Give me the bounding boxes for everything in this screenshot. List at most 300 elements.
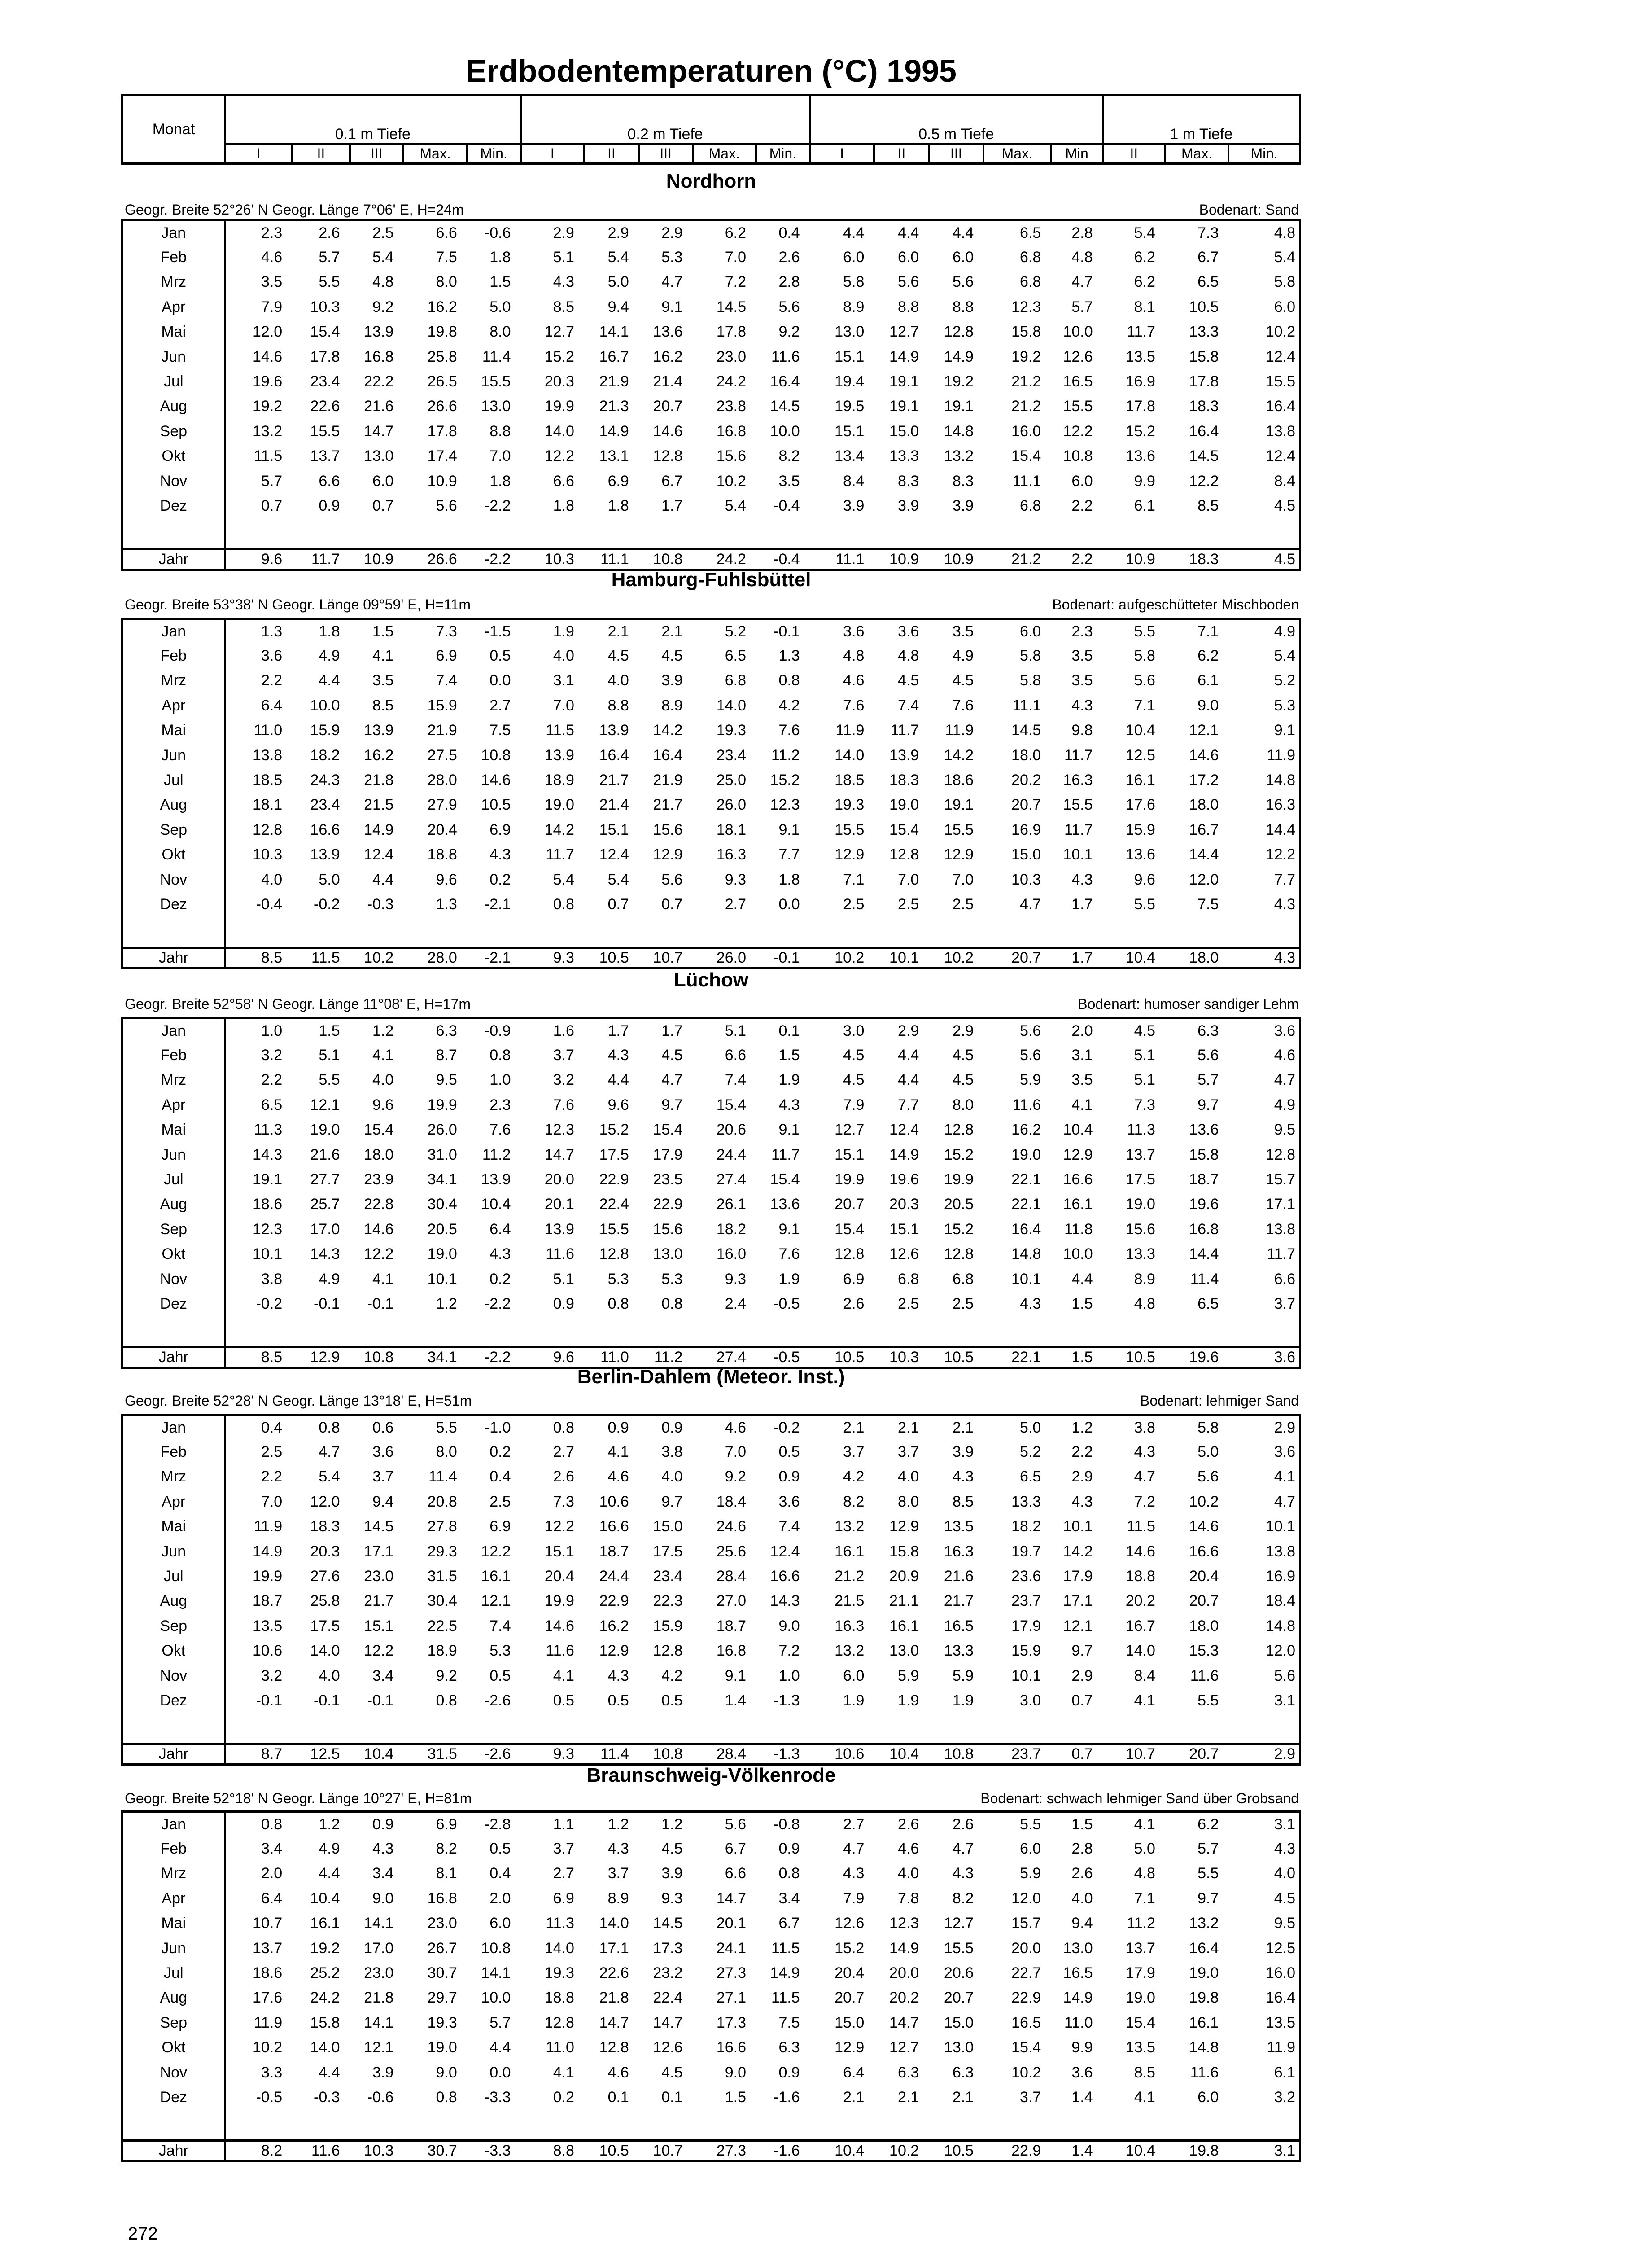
value-cell: 0.8 <box>436 1692 457 1709</box>
month-row <box>122 1464 1300 1489</box>
value-cell: 3.7 <box>553 1047 574 1064</box>
value-cell: 3.8 <box>261 1270 283 1288</box>
value-cell: 4.2 <box>843 1468 865 1486</box>
value-cell: -2.6 <box>484 1692 511 1709</box>
value-cell: -2.2 <box>484 550 511 568</box>
value-cell: 14.9 <box>1063 1989 1093 2007</box>
value-cell: 11.9 <box>253 2014 283 2031</box>
value-cell: 12.3 <box>770 796 800 814</box>
value-cell: 12.0 <box>310 1493 340 1510</box>
value-cell: 10.4 <box>1063 1121 1093 1139</box>
value-cell: 13.6 <box>653 323 683 341</box>
value-cell: 3.9 <box>897 497 919 514</box>
value-cell: 10.4 <box>364 1745 394 1762</box>
value-cell: 6.3 <box>1197 1022 1219 1039</box>
month-label: Jun <box>122 743 225 767</box>
value-cell: 24.4 <box>716 1146 746 1163</box>
month-label: Jul <box>122 1167 225 1192</box>
value-cell: 10.0 <box>1063 1245 1093 1263</box>
value-cell: 5.5 <box>1197 1692 1219 1709</box>
value-cell: 2.6 <box>778 249 800 266</box>
value-cell: 12.8 <box>599 2039 629 2056</box>
month-label: Mai <box>122 1911 225 1936</box>
value-cell: 8.2 <box>261 2142 283 2159</box>
value-cell: 7.5 <box>436 249 457 266</box>
value-cell: 13.0 <box>1063 1939 1093 1957</box>
value-cell: 10.3 <box>253 846 283 863</box>
value-cell: 10.5 <box>944 1348 974 1366</box>
value-cell: 15.1 <box>889 1220 919 1238</box>
subheader-cell: II <box>292 144 350 164</box>
value-cell: 1.7 <box>1071 949 1093 966</box>
value-cell: 13.8 <box>1228 419 1300 444</box>
value-cell: 11.1 <box>1012 472 1041 490</box>
value-cell: 20.2 <box>889 1989 919 2007</box>
value-cell: 19.3 <box>835 796 865 814</box>
value-cell: -0.6 <box>484 224 511 241</box>
value-cell: 12.7 <box>944 1915 974 1932</box>
value-cell: 9.5 <box>1228 1118 1300 1142</box>
value-cell: 18.3 <box>1189 550 1219 568</box>
value-cell: 14.0 <box>599 1915 629 1932</box>
value-cell: 11.7 <box>1064 821 1093 838</box>
value-cell: 8.0 <box>436 273 457 291</box>
value-cell: 6.0 <box>952 249 974 266</box>
value-cell: 2.5 <box>952 1295 974 1312</box>
month-label: Jan <box>122 1415 225 1440</box>
value-cell: 12.6 <box>889 1245 919 1263</box>
value-cell: 15.0 <box>653 1518 683 1535</box>
value-cell: 6.1 <box>1134 497 1155 514</box>
value-cell: 18.8 <box>1125 1568 1155 1585</box>
value-cell: 13.3 <box>1125 1245 1155 1263</box>
value-cell: 1.3 <box>261 622 283 640</box>
value-cell: 3.4 <box>261 1840 283 1858</box>
value-cell: 2.7 <box>553 1865 574 1882</box>
month-label: Jul <box>122 1961 225 1985</box>
value-cell: 21.1 <box>889 1592 919 1610</box>
subheader-cell: II <box>1103 144 1165 164</box>
month-label: Mrz <box>122 1464 225 1489</box>
value-cell: 3.5 <box>372 672 394 689</box>
value-cell: 12.9 <box>599 1642 629 1660</box>
value-cell: 4.3 <box>778 1096 800 1113</box>
month-label: Feb <box>122 245 225 270</box>
value-cell: 0.8 <box>553 1419 574 1436</box>
value-cell: 11.6 <box>1190 1667 1219 1684</box>
value-cell: 7.9 <box>843 1096 865 1113</box>
value-cell: 10.5 <box>944 2142 974 2159</box>
value-cell: 11.3 <box>1127 1121 1155 1139</box>
value-cell: 23.6 <box>1011 1568 1041 1585</box>
value-cell: 5.0 <box>1134 1840 1155 1858</box>
value-cell: 4.4 <box>319 672 340 689</box>
value-cell: 19.6 <box>889 1171 919 1188</box>
value-cell: 4.3 <box>489 1245 511 1263</box>
value-cell: 6.9 <box>489 821 511 838</box>
month-label: Jahr <box>122 2140 225 2161</box>
value-cell: 4.3 <box>1134 1443 1155 1461</box>
value-cell: 9.0 <box>436 2064 457 2081</box>
value-cell: 26.6 <box>427 550 457 568</box>
value-cell: 19.0 <box>544 796 574 814</box>
value-cell: 13.9 <box>599 722 629 739</box>
value-cell: 7.0 <box>725 1443 746 1461</box>
value-cell: 6.0 <box>843 249 865 266</box>
value-cell: 5.0 <box>1020 1419 1041 1436</box>
value-cell: 12.9 <box>835 846 865 863</box>
value-cell: 8.0 <box>489 323 511 341</box>
value-cell: 3.0 <box>843 1022 865 1039</box>
value-cell: 12.0 <box>253 323 283 341</box>
value-cell: 4.9 <box>1228 619 1300 644</box>
value-cell: 22.4 <box>599 1196 629 1213</box>
value-cell: 9.3 <box>725 871 746 888</box>
value-cell: 9.6 <box>1134 871 1155 888</box>
value-cell: 5.6 <box>1197 1047 1219 1064</box>
value-cell: 3.9 <box>843 497 865 514</box>
value-cell: 5.1 <box>1134 1071 1155 1089</box>
value-cell: 15.4 <box>364 1121 394 1139</box>
value-cell: 4.0 <box>553 647 574 665</box>
value-cell: 18.0 <box>364 1146 394 1163</box>
value-cell: 15.1 <box>835 348 865 365</box>
value-cell: 8.5 <box>372 697 394 714</box>
value-cell: 27.0 <box>716 1592 746 1610</box>
value-cell: 18.3 <box>1189 398 1219 415</box>
value-cell: 12.5 <box>1125 746 1155 764</box>
value-cell: 12.2 <box>1189 472 1219 490</box>
value-cell: 19.0 <box>1125 1989 1155 2007</box>
value-cell: 6.5 <box>261 1096 283 1113</box>
value-cell: 14.4 <box>1189 1245 1219 1263</box>
value-cell: 4.7 <box>1228 1490 1300 1514</box>
value-cell: 1.7 <box>1071 895 1093 913</box>
value-cell: 5.4 <box>1134 224 1155 241</box>
value-cell: 23.2 <box>653 1964 683 1982</box>
value-cell: 14.1 <box>364 2014 394 2031</box>
value-cell: 2.2 <box>1071 497 1093 514</box>
value-cell: 3.1 <box>1228 2140 1300 2161</box>
value-cell: 1.8 <box>489 472 511 490</box>
value-cell: 13.3 <box>889 447 919 465</box>
value-cell: 2.5 <box>897 1295 919 1312</box>
spacer-row <box>122 2110 1300 2140</box>
value-cell: 6.0 <box>1020 1840 1041 1858</box>
value-cell: 2.7 <box>489 697 511 714</box>
value-cell: 15.7 <box>1228 1167 1300 1192</box>
month-row <box>122 768 1300 793</box>
value-cell: 4.0 <box>319 1667 340 1684</box>
value-cell: 9.3 <box>553 949 574 966</box>
value-cell: 2.5 <box>372 224 394 241</box>
value-cell: 4.6 <box>843 672 865 689</box>
value-cell: 13.8 <box>1228 1217 1300 1242</box>
value-cell: 17.2 <box>1189 771 1219 789</box>
value-cell: 4.3 <box>607 1047 629 1064</box>
value-cell: 7.1 <box>1134 1889 1155 1907</box>
value-cell: 15.7 <box>1011 1915 1041 1932</box>
value-cell: 8.8 <box>897 298 919 316</box>
value-cell: 5.5 <box>436 1419 457 1436</box>
value-cell: 9.8 <box>1071 722 1093 739</box>
value-cell: 10.3 <box>889 1348 919 1366</box>
value-cell: 4.4 <box>489 2039 511 2056</box>
value-cell: 15.2 <box>599 1121 629 1139</box>
value-cell: 3.6 <box>1228 1440 1300 1464</box>
value-cell: 12.3 <box>889 1915 919 1932</box>
value-cell: 8.2 <box>778 447 800 465</box>
month-label: Sep <box>122 2011 225 2035</box>
value-cell: 19.1 <box>889 398 919 415</box>
value-cell: 16.5 <box>1063 1964 1093 1982</box>
value-cell: 3.8 <box>1134 1419 1155 1436</box>
value-cell: 11.6 <box>771 348 800 365</box>
value-cell: 24.2 <box>716 550 746 568</box>
value-cell: 10.5 <box>1125 1348 1155 1366</box>
value-cell: 12.8 <box>944 1121 974 1139</box>
value-cell: 14.0 <box>310 1642 340 1660</box>
value-cell: 10.2 <box>944 949 974 966</box>
value-cell: 11.5 <box>1127 1518 1155 1535</box>
value-cell: 10.7 <box>1125 1745 1155 1762</box>
month-row <box>122 1911 1300 1936</box>
value-cell: 4.3 <box>1228 892 1300 917</box>
value-cell: 11.2 <box>1127 1915 1155 1932</box>
value-cell: 15.0 <box>944 2014 974 2031</box>
value-cell: 5.8 <box>1134 647 1155 665</box>
value-cell: 7.0 <box>489 447 511 465</box>
value-cell: 13.8 <box>253 746 283 764</box>
value-cell: 11.2 <box>654 1348 683 1366</box>
value-cell: 7.4 <box>436 672 457 689</box>
year-row <box>122 1744 1300 1764</box>
value-cell: 1.2 <box>372 1022 394 1039</box>
year-row <box>122 2140 1300 2161</box>
value-cell: 15.5 <box>835 821 865 838</box>
value-cell: 17.3 <box>653 1939 683 1957</box>
value-cell: 20.8 <box>427 1493 457 1510</box>
value-cell: 3.7 <box>553 1840 574 1858</box>
value-cell: 4.0 <box>1228 1861 1300 1886</box>
value-cell: 0.8 <box>436 2088 457 2106</box>
value-cell: 15.0 <box>889 422 919 440</box>
value-cell: 20.3 <box>310 1543 340 1560</box>
value-cell: 5.8 <box>1020 672 1041 689</box>
station-name: Hamburg-Fuhlsbüttel <box>611 569 811 591</box>
value-cell: 27.3 <box>716 2142 746 2159</box>
value-cell: 4.6 <box>1228 1043 1300 1068</box>
value-cell: 22.6 <box>310 398 340 415</box>
value-cell: 5.9 <box>952 1667 974 1684</box>
value-cell: 16.8 <box>364 348 394 365</box>
value-cell: 16.4 <box>1189 422 1219 440</box>
value-cell: 5.3 <box>661 249 683 266</box>
value-cell: 21.2 <box>1011 550 1041 568</box>
value-cell: 22.1 <box>1011 1196 1041 1213</box>
value-cell: 17.6 <box>253 1989 283 2007</box>
value-cell: 4.6 <box>897 1840 919 1858</box>
month-label: Apr <box>122 1886 225 1911</box>
value-cell: 12.4 <box>599 846 629 863</box>
month-label: Jan <box>122 220 225 245</box>
month-label: Jahr <box>122 947 225 968</box>
value-cell: 8.2 <box>843 1493 865 1510</box>
value-cell: 15.0 <box>1011 846 1041 863</box>
value-cell: 8.0 <box>952 1096 974 1113</box>
value-cell: 4.9 <box>319 647 340 665</box>
value-cell: 12.7 <box>889 323 919 341</box>
value-cell: 4.1 <box>372 1047 394 1064</box>
value-cell: 10.0 <box>481 1989 511 2007</box>
month-label: Apr <box>122 1490 225 1514</box>
month-label: Dez <box>122 1688 225 1713</box>
value-cell: 0.7 <box>261 497 283 514</box>
value-cell: 10.1 <box>253 1245 283 1263</box>
value-cell: 0.0 <box>778 895 800 913</box>
value-cell: 26.1 <box>716 1196 746 1213</box>
value-cell: 9.0 <box>1197 697 1219 714</box>
value-cell: 9.4 <box>1071 1915 1093 1932</box>
value-cell: 4.4 <box>1071 1270 1093 1288</box>
value-cell: 31.5 <box>427 1745 457 1762</box>
value-cell: 15.9 <box>310 722 340 739</box>
subheader-cell: III <box>929 144 983 164</box>
value-cell: 14.6 <box>1189 746 1219 764</box>
value-cell: 2.5 <box>952 895 974 913</box>
month-label: Okt <box>122 1242 225 1267</box>
value-cell: 6.5 <box>1197 273 1219 291</box>
value-cell: 16.0 <box>1011 422 1041 440</box>
value-cell: 16.2 <box>1011 1121 1041 1139</box>
value-cell: 8.4 <box>843 472 865 490</box>
station-name: Nordhorn <box>666 170 756 192</box>
value-cell: 17.8 <box>1189 373 1219 390</box>
month-label: Sep <box>122 419 225 444</box>
station-coordinates: Geogr. Breite 53°38' N Geogr. Länge 09°59' E, H=11m <box>125 596 471 613</box>
value-cell: 6.6 <box>725 1047 746 1064</box>
value-cell: 12.2 <box>544 447 574 465</box>
value-cell: 4.5 <box>661 1047 683 1064</box>
value-cell: 12.6 <box>835 1915 865 1932</box>
value-cell: 4.9 <box>319 1270 340 1288</box>
value-cell: 14.2 <box>944 746 974 764</box>
value-cell: 4.7 <box>843 1840 865 1858</box>
value-cell: 24.4 <box>599 1568 629 1585</box>
value-cell: 2.5 <box>843 895 865 913</box>
value-cell: 2.4 <box>725 1295 746 1312</box>
value-cell: 4.1 <box>1134 2088 1155 2106</box>
value-cell: 14.1 <box>364 1915 394 1932</box>
page-number: 272 <box>128 2224 158 2244</box>
value-cell: 6.7 <box>725 1840 746 1858</box>
value-cell: 0.9 <box>661 1419 683 1436</box>
value-cell: 25.8 <box>427 348 457 365</box>
value-cell: 21.6 <box>364 398 394 415</box>
value-cell: 6.3 <box>778 2039 800 2056</box>
value-cell: 1.4 <box>1071 2142 1093 2159</box>
value-cell: 12.6 <box>1063 348 1093 365</box>
value-cell: 10.1 <box>1011 1270 1041 1288</box>
value-cell: 3.7 <box>372 1468 394 1486</box>
value-cell: 16.2 <box>599 1617 629 1635</box>
value-cell: 1.4 <box>725 1692 746 1709</box>
value-cell: 25.0 <box>716 771 746 789</box>
value-cell: 14.9 <box>889 1146 919 1163</box>
value-cell: 13.9 <box>310 846 340 863</box>
value-cell: 12.1 <box>310 1096 340 1113</box>
value-cell: 5.1 <box>1134 1047 1155 1064</box>
value-cell: 19.8 <box>1189 1989 1219 2007</box>
value-cell: -0.1 <box>774 949 800 966</box>
value-cell: 21.9 <box>427 722 457 739</box>
value-cell: 16.4 <box>599 746 629 764</box>
value-cell: 17.1 <box>364 1543 394 1560</box>
value-cell: 4.3 <box>1228 1836 1300 1861</box>
value-cell: 16.6 <box>1063 1171 1093 1188</box>
value-cell: 2.1 <box>897 1419 919 1436</box>
value-cell: 6.9 <box>553 1889 574 1907</box>
value-cell: 4.3 <box>489 846 511 863</box>
value-cell: 4.8 <box>372 273 394 291</box>
value-cell: 0.8 <box>661 1295 683 1312</box>
value-cell: 11.0 <box>1064 2014 1093 2031</box>
value-cell: 20.7 <box>1189 1745 1219 1762</box>
station-soil-type: Bodenart: humoser sandiger Lehm <box>1078 996 1299 1012</box>
value-cell: 4.5 <box>952 1047 974 1064</box>
month-label: Jun <box>122 344 225 369</box>
value-cell: 12.8 <box>653 447 683 465</box>
value-cell: 4.7 <box>1071 273 1093 291</box>
value-cell: 0.6 <box>372 1419 394 1436</box>
value-cell: 24.2 <box>310 1989 340 2007</box>
value-cell: 14.1 <box>599 323 629 341</box>
value-cell: 3.5 <box>261 273 283 291</box>
value-cell: 4.4 <box>843 224 865 241</box>
value-cell: 16.1 <box>1063 1196 1093 1213</box>
value-cell: 17.9 <box>1011 1617 1041 1635</box>
value-cell: 14.7 <box>364 422 394 440</box>
value-cell: 12.2 <box>1228 842 1300 867</box>
value-cell: 4.1 <box>553 2064 574 2081</box>
value-cell: 10.1 <box>1063 1518 1093 1535</box>
value-cell: 1.9 <box>897 1692 919 1709</box>
value-cell: 1.9 <box>553 622 574 640</box>
value-cell: 16.3 <box>835 1617 865 1635</box>
value-cell: 21.8 <box>364 1989 394 2007</box>
value-cell: 13.7 <box>1125 1146 1155 1163</box>
value-cell: 17.8 <box>1125 398 1155 415</box>
value-cell: 16.0 <box>1228 1961 1300 1985</box>
value-cell: 0.8 <box>261 1815 283 1833</box>
value-cell: 26.7 <box>427 1939 457 1957</box>
value-cell: 19.1 <box>889 373 919 390</box>
value-cell: 2.6 <box>952 1815 974 1833</box>
value-cell: 0.8 <box>489 1047 511 1064</box>
value-cell: 16.1 <box>835 1543 865 1560</box>
value-cell: 16.4 <box>1189 1939 1219 1957</box>
value-cell: 11.6 <box>546 1642 574 1660</box>
month-row <box>122 1589 1300 1613</box>
value-cell: 12.9 <box>653 846 683 863</box>
value-cell: 3.1 <box>1071 1047 1093 1064</box>
month-row <box>122 469 1300 493</box>
value-cell: 8.7 <box>261 1745 283 1762</box>
value-cell: 4.8 <box>1228 220 1300 245</box>
value-cell: 14.0 <box>835 746 865 764</box>
value-cell: 1.8 <box>553 497 574 514</box>
value-cell: 1.5 <box>319 1022 340 1039</box>
